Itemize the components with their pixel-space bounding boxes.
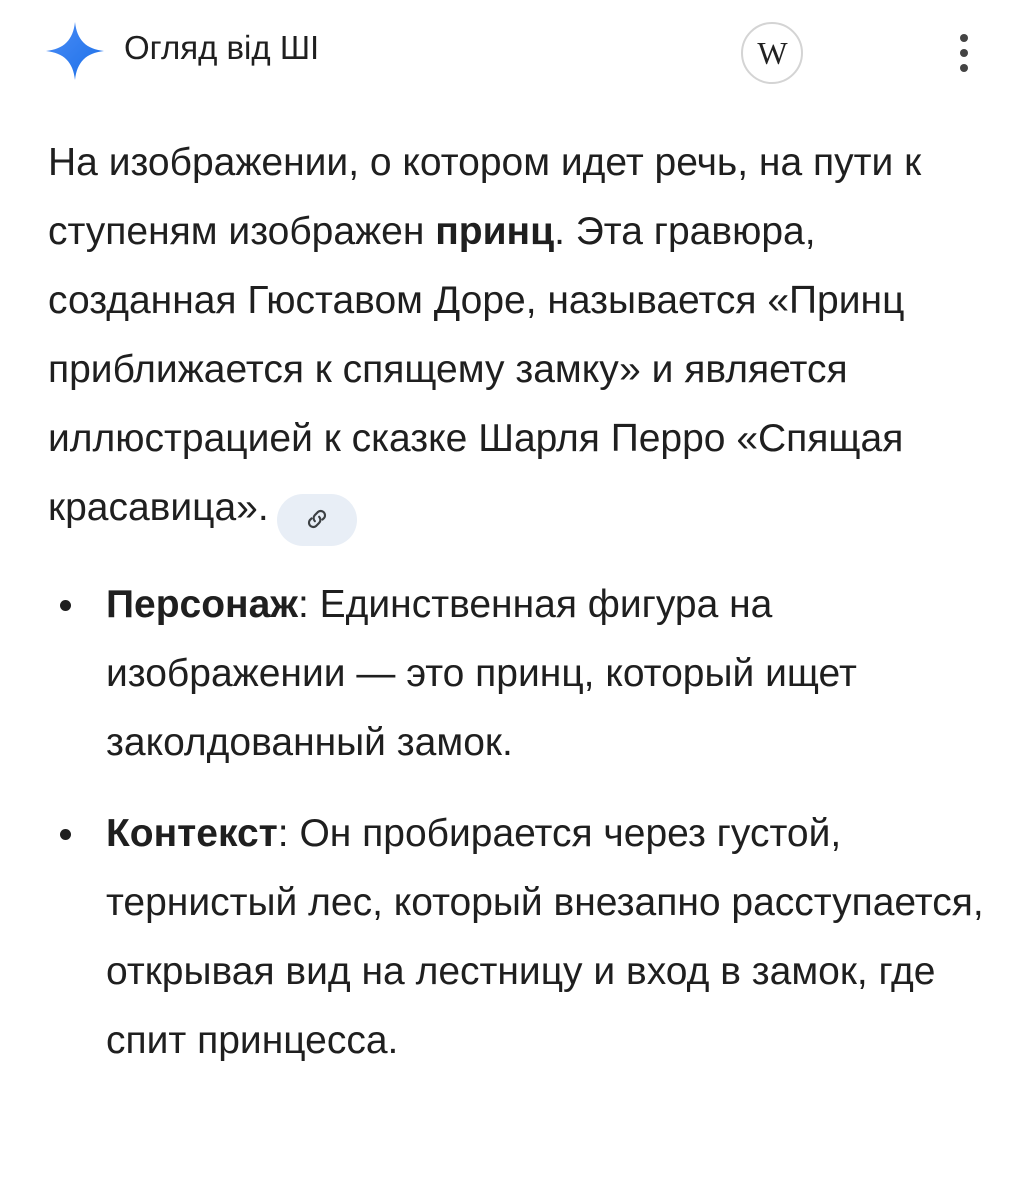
ai-overview-header xyxy=(0,0,1036,100)
bullet-text: : Он пробирается через густой, тернистый лес, который внезапно расступается, открывая вид на лестницу и вход в замок, где спит принцесса. xyxy=(106,811,984,1062)
bullet-dot xyxy=(60,829,71,840)
bullet-dot xyxy=(60,600,71,611)
wikipedia-icon: W xyxy=(757,34,787,71)
ai-sparkle-icon xyxy=(44,20,106,82)
header-title: Огляд від ШІ xyxy=(124,29,320,66)
bullet-term: Контекст xyxy=(106,811,278,855)
bullet-term: Персонаж xyxy=(106,582,298,626)
bullet-list xyxy=(48,570,998,1075)
bullet-text: : Единственная фигура на изображении — это принц, который ищет заколдованный замок. xyxy=(106,582,857,764)
link-icon xyxy=(304,485,330,554)
list-item xyxy=(48,570,998,777)
ai-overview-content xyxy=(48,128,998,1097)
more-vert-icon xyxy=(960,34,968,42)
intro-bold-term: принц xyxy=(435,210,555,253)
more-options-button[interactable] xyxy=(946,26,982,80)
wikipedia-source-badge[interactable] xyxy=(741,22,803,84)
list-item xyxy=(48,799,998,1075)
intro-paragraph xyxy=(48,128,998,546)
intro-text-start: На изображении, о котором идет речь, на пути к ступеням изображен xyxy=(48,141,922,253)
intro-text-end: . Эта гравюра, созданная Гюставом Доре, называется «Принц приближается к спящему замку» и является иллюстрацией к сказке Шарля Перро «Спящая красавица». xyxy=(48,210,905,529)
source-link-button[interactable] xyxy=(277,494,357,546)
